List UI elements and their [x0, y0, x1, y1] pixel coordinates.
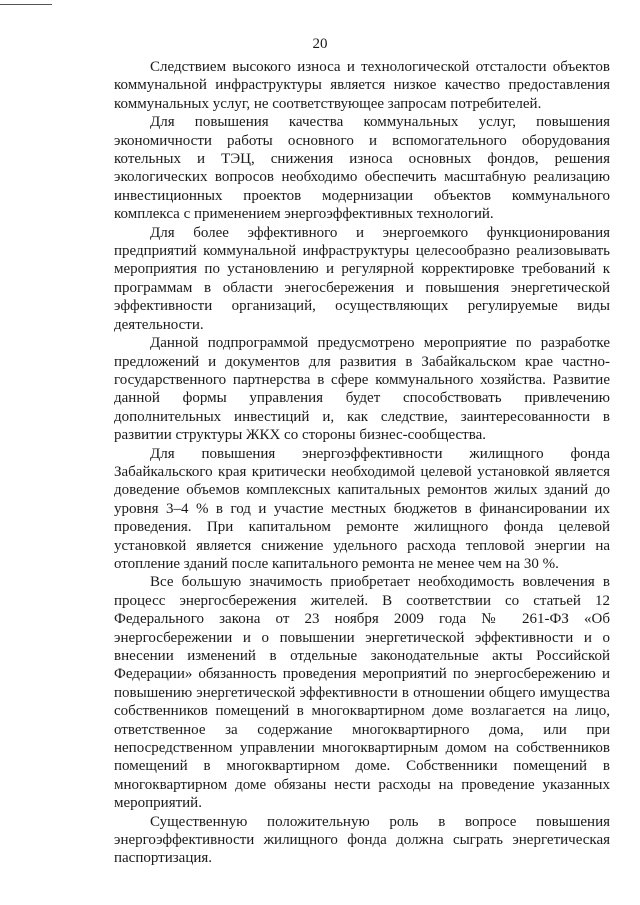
paragraph: Для повышения энергоэффективности жилищного фонда Забайкальского края критически необходимой целевой установкой является доведение объемов комплексных капитальных ремонтов жилых зданий до уровня 3–4 % в год и участие местных бюджетов в финансировании их проведения. При капитальном ремонте жилищного фонда целевой установкой является снижение удельного расхода тепловой энергии на отопление зданий после капитального ремонта не менее чем на 30 %.: [114, 445, 610, 572]
scan-edge-mark: [0, 0, 52, 5]
document-body: [114, 58, 610, 868]
paragraph: Данной подпрограммой предусмотрено мероприятие по разработке предложений и документов для развития в Забайкальском крае частно-государственного партнерства в сфере коммунального хозяйства. Развитие данной формы управления будет способствовать привлечению дополнительных инвестиций и, как следствие, заинтересованности в развитии структуры ЖКХ со стороны бизнес-сообщества.: [114, 335, 610, 444]
paragraph: Все большую значимость приобретает необходимость вовлечения в процесс энергосбережения жителей. В соответствии со статьей 12 Федерального закона от 23 ноября 2009 года № 261-ФЗ «Об энергосбережении и о повышении энергетической эффективности и о внесении изменений в отдельные законодательные акты Российской Федерации» обязанность проведения мероприятий по энергосбережению и повышению энергетической эффективности в отношении общего имущества собственников помещений в многоквартирном доме возлагается на лицо, ответственное за содержание многоквартирного дома, или при непосредственном управлении многоквартирным домом на собственников помещений в многоквартирном доме. Собственники помещений в многоквартирном доме обязаны нести расходы на проведение указанных мероприятий.: [114, 574, 610, 812]
paragraph: Для более эффективного и энергоемкого функционирования предприятий коммунальной инфраструктуры целесообразно реализовывать мероприятия по установлению и регулярной корректировке требований к программам в области энегосбережения и повышения энергетической эффективности организаций, осуществляющих регулируемые виды деятельности.: [114, 224, 610, 333]
paragraph: Существенную положительную роль в вопросе повышения энергоэффективности жилищного фонда должна сыграть энергетическая паспортизация.: [114, 813, 610, 867]
paragraph: Для повышения качества коммунальных услуг, повышения экономичности работы основного и вспомогательного оборудования котельных и ТЭЦ, снижения износа основных фондов, решения экологических вопросов необходимо обеспечить масштабную реализацию инвестиционных проектов модернизации объектов коммунального комплекса с применением энергоэффективных технологий.: [114, 114, 610, 223]
paragraph: Следствием высокого износа и технологической отсталости объектов коммунальной инфраструктуры является низкое качество предоставления коммунальных услуг, не соответствующее запросам потребителей.: [114, 59, 610, 112]
page-number: 20: [312, 36, 328, 52]
